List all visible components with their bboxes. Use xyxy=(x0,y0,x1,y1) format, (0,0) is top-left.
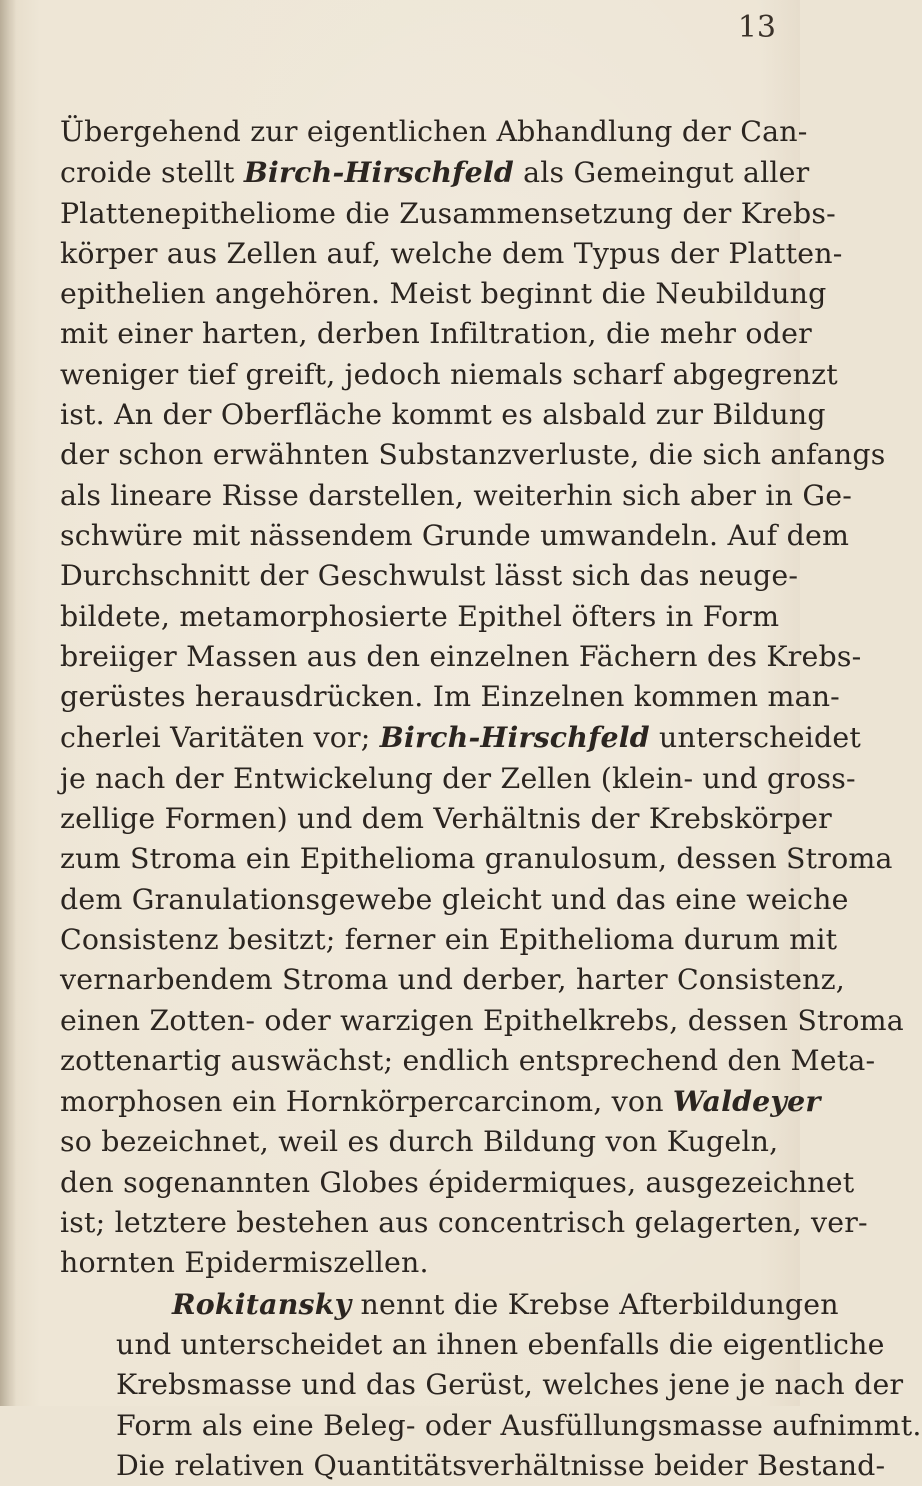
text-line: weniger tief greift, jedoch niemals scharf abgegrenzt xyxy=(60,357,838,391)
text-line: bildete, metamorphosierte Epithel öfters in Form xyxy=(60,599,780,633)
text-line: körper aus Zellen auf, welche dem Typus der Platten- xyxy=(60,236,843,270)
text-line: Form als eine Beleg- oder Ausfüllungsmasse aufnimmt. xyxy=(116,1408,922,1442)
paragraph xyxy=(60,112,904,1284)
text-line: schwüre mit nässendem Grunde umwandeln. Auf dem xyxy=(60,518,850,552)
text-line: zum Stroma ein Epithelioma granulosum, dessen Stroma xyxy=(60,842,893,876)
text-line: einen Zotten- oder warzigen Epithelkrebs, dessen Stroma xyxy=(60,1003,904,1037)
page-binding-shadow xyxy=(0,0,16,1406)
text-line: je nach der Entwickelung der Zellen (klein- und gross- xyxy=(60,761,856,795)
text-line: zottenartig auswächst; endlich entsprechend den Meta- xyxy=(60,1043,876,1077)
text-line: croide stellt Birch-Hirschfeld als Gemeingut aller xyxy=(60,155,810,190)
text-line: Krebsmasse und das Gerüst, welches jene je nach der xyxy=(116,1368,904,1402)
text-line: hornten Epidermiszellen. xyxy=(60,1246,429,1280)
author-name: Birch-Hirschfeld xyxy=(379,720,650,755)
text-line: gerüstes herausdrücken. Im Einzelnen kommen man- xyxy=(60,680,840,714)
author-name: Waldeyer xyxy=(672,1084,821,1119)
text-line: mit einer harten, derben Infiltration, die mehr oder xyxy=(60,317,812,351)
text-line: der schon erwähnten Substanzverluste, die sich anfangs xyxy=(60,438,886,472)
text-line: ist; letztere bestehen aus concentrisch gelagerten, ver- xyxy=(60,1206,868,1240)
text-line: als lineare Risse darstellen, weiterhin sich aber in Ge- xyxy=(60,478,852,512)
author-name: Birch-Hirschfeld xyxy=(243,155,514,190)
text-line: epithelien angehören. Meist beginnt die Neubildung xyxy=(60,277,827,311)
text-line: Die relativen Quantitätsverhältnisse beider Bestand- xyxy=(116,1448,886,1482)
text-line: zellige Formen) und dem Verhältnis der Krebskörper xyxy=(60,802,832,836)
page-number: 13 xyxy=(737,10,776,45)
text-line: Durchschnitt der Geschwulst lässt sich das neuge- xyxy=(60,559,799,593)
text-line: Übergehend zur eigentlichen Abhandlung der Can- xyxy=(60,115,808,148)
body-text xyxy=(60,112,922,1486)
text-line: den sogenannten Globes épidermiques, ausgezeichnet xyxy=(60,1165,855,1199)
text-line: Rokitansky nennt die Krebse Afterbildungen xyxy=(172,1286,839,1321)
text-line: und unterscheidet an ihnen ebenfalls die eigentliche xyxy=(116,1327,885,1361)
text-line: Consistenz besitzt; ferner ein Epithelioma durum mit xyxy=(60,922,838,956)
author-name: Rokitansky xyxy=(172,1286,352,1321)
paragraph xyxy=(60,1284,922,1486)
text-line: vernarbendem Stroma und derber, harter Consistenz, xyxy=(60,963,845,997)
text-line: breiiger Massen aus den einzelnen Fächern des Krebs- xyxy=(60,639,862,673)
text-line: dem Granulationsgewebe gleicht und das eine weiche xyxy=(60,882,849,916)
text-line: cherlei Varitäten vor; Birch-Hirschfeld unterscheidet xyxy=(60,720,862,755)
text-line: Plattenepitheliome die Zusammensetzung der Krebs- xyxy=(60,196,836,230)
text-line: ist. An der Oberfläche kommt es alsbald zur Bildung xyxy=(60,398,826,432)
text-line: morphosen ein Hornkörpercarcinom, von Waldeyer xyxy=(60,1084,821,1119)
text-line: so bezeichnet, weil es durch Bildung von Kugeln, xyxy=(60,1125,779,1159)
